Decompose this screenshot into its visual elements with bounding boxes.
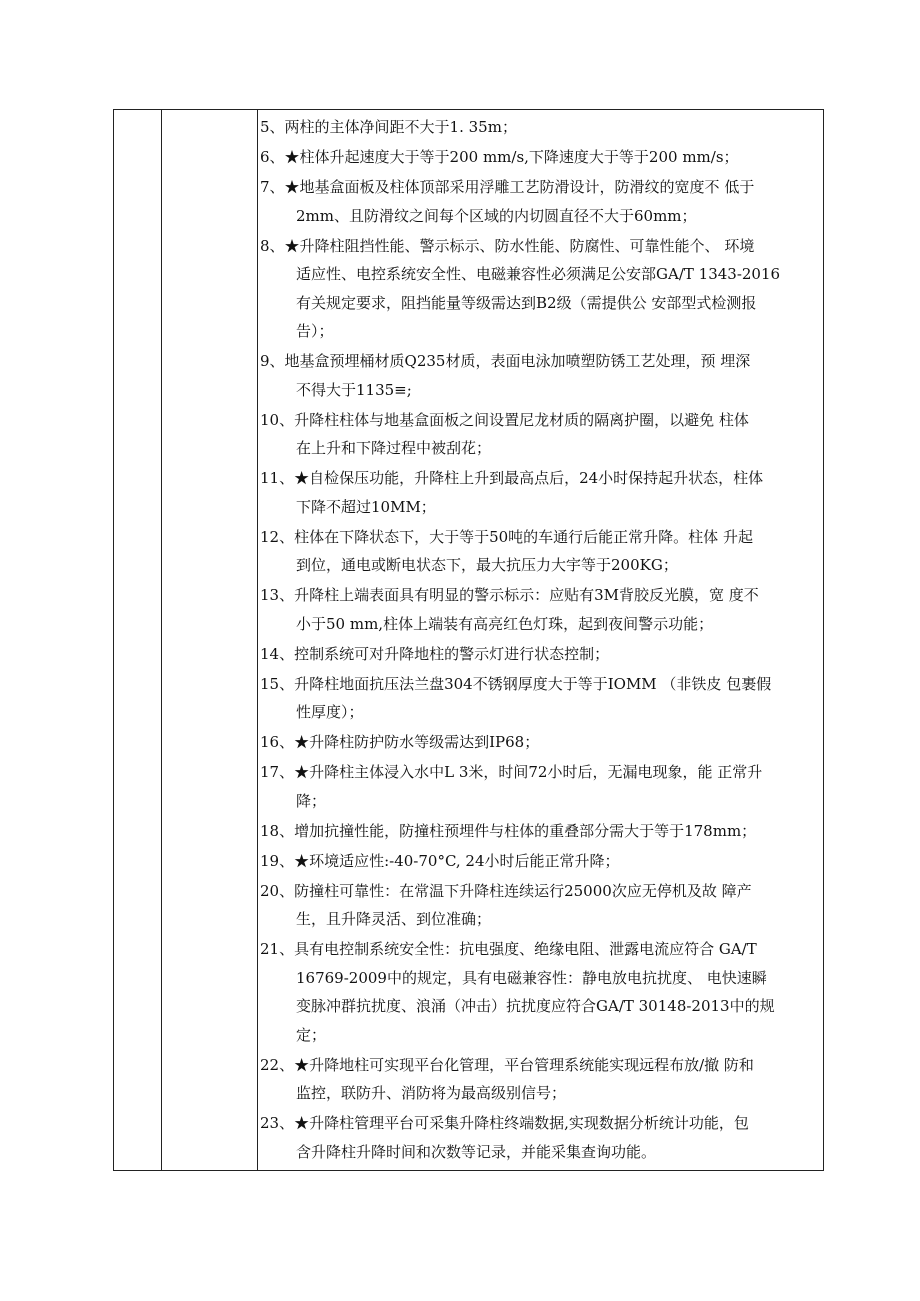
spec-item-first-line	[260, 118, 517, 136]
spec-item-first-line	[260, 178, 754, 196]
spec-item-first-line	[260, 1114, 749, 1132]
spec-item-continuation: 生，且升降灵活、到位准确；	[296, 910, 492, 928]
spec-item-first-line	[260, 586, 759, 604]
spec-item-first-line	[260, 352, 750, 370]
spec-item-first-line	[260, 733, 539, 751]
spec-item-continuation: 定；	[296, 1025, 327, 1044]
spec-item	[260, 640, 820, 669]
spec-item-continuation: 不得大于1135≡;	[296, 380, 412, 399]
spec-item-number: 21、	[260, 940, 295, 958]
spec-item-first-line	[260, 237, 754, 255]
spec-item-text: ★升降柱主体浸入水中L 3米，时间72小时后，无漏电现象，能 正常升	[294, 763, 763, 781]
spec-item	[260, 173, 820, 230]
table-column-divider	[161, 110, 162, 1170]
spec-item-text: 柱体在下降状态下，大于等于50吨的车通行后能正常升降。柱体 升起	[294, 527, 753, 546]
spec-item-number: 17、	[260, 763, 295, 781]
spec-item-number: 14、	[260, 644, 295, 663]
spec-item	[260, 935, 820, 1049]
table-column-divider	[257, 110, 258, 1170]
spec-item	[260, 347, 820, 404]
spec-item-text: 地基盒预埋桶材质Q235材质，表面电泳加喷塑防锈工艺处理，预 埋深	[284, 352, 751, 370]
spec-requirements-cell	[260, 113, 820, 1168]
spec-item-text: ★自检保压功能，升降柱上升到最高点后，24小时保持起升状态，柱体	[294, 469, 764, 487]
spec-item-text: 控制系统可对升降地柱的警示灯进行状态控制；	[294, 644, 610, 663]
spec-item	[260, 406, 820, 463]
spec-item-text: 具有电控制系统安全性：抗电强度、绝缘电阻、泄露电流应符合 GA/T	[294, 940, 757, 958]
spec-item	[260, 758, 820, 815]
spec-item-first-line	[260, 763, 762, 781]
spec-item	[260, 847, 820, 876]
spec-item	[260, 817, 820, 846]
spec-item-first-line	[260, 148, 739, 166]
spec-item-number: 22、	[260, 1055, 295, 1074]
spec-item	[260, 1051, 820, 1108]
spec-item-text: 升降柱地面抗压法兰盘304不锈钢厚度大于等于IOMM （非铁皮 包裹假	[294, 674, 772, 693]
spec-item-continuation: 性厚度）；	[296, 703, 364, 721]
spec-item-continuation: 适应性、电控系统安全性、电磁兼容性必须满足公安部GA/T 1343-2016	[296, 265, 781, 283]
spec-item-number: 6、	[260, 148, 285, 166]
spec-item-number: 9、	[260, 352, 285, 370]
spec-item-continuation: 含升降柱升降时间和次数等记录，并能采集查询功能。	[296, 1142, 657, 1161]
spec-item	[260, 464, 820, 521]
spec-item-continuation: 下降不超过10MM；	[296, 497, 436, 516]
spec-item-number: 8、	[260, 236, 285, 255]
spec-item-first-line	[260, 528, 753, 546]
spec-item-text: ★升降柱管理平台可采集升降柱终端数据,实现数据分析统计功能，包	[294, 1114, 749, 1132]
spec-item-continuation: 告）；	[296, 322, 334, 340]
spec-item-continuation: 2mm、且防滑纹之间每个区域的内切圆直径不大于60mm；	[296, 206, 697, 225]
spec-item-text: ★柱体升起速度大于等于200 mm/s,下降速度大于等于200 mm/s；	[284, 148, 739, 166]
spec-item	[260, 877, 820, 934]
spec-item-number: 12、	[260, 527, 295, 546]
spec-item-number: 5、	[260, 118, 285, 136]
spec-item	[260, 232, 820, 346]
spec-item-continuation: 在上升和下降过程中被刮花；	[296, 439, 492, 457]
spec-item-number: 18、	[260, 821, 295, 840]
spec-item-continuation: 16769-2009中的规定，具有电磁兼容性：静电放电抗扰度、 电快速瞬	[296, 968, 767, 987]
spec-item-text: 防撞柱可靠性：在常温下升降柱连续运行25000次应无停机及故 障产	[294, 881, 752, 900]
spec-item-continuation: 到位，通电或断电状态下，最大抗压力大宇等于200KG；	[296, 556, 678, 574]
spec-item-first-line	[260, 645, 609, 663]
spec-item-continuation: 有关规定要求，阻挡能量等级需达到B2级（需提供公 安部型式检测报	[296, 293, 757, 312]
spec-item-number: 13、	[260, 586, 295, 604]
spec-item	[260, 670, 820, 727]
spec-item-first-line	[260, 882, 752, 900]
spec-item-text: ★环境适应性:-40-70°C, 24小时后能正常升降；	[294, 851, 620, 870]
spec-item-number: 19、	[260, 851, 295, 870]
spec-item-number: 16、	[260, 733, 295, 751]
spec-item-text: 升降柱上端表面具有明显的警示标示：应贴有3M背胶反光膜，宽 度不	[294, 586, 759, 604]
spec-item-first-line	[260, 469, 763, 487]
spec-table	[113, 109, 824, 1171]
spec-item-first-line	[260, 675, 771, 693]
spec-item-number: 23、	[260, 1114, 295, 1132]
spec-item	[260, 523, 820, 580]
spec-item-continuation: 变脉冲群抗扰度、浪涌（冲击）抗扰度应符合GA/T 30148-2013中的规	[296, 997, 775, 1015]
spec-item-first-line	[260, 852, 620, 870]
spec-item-text: 增加抗撞性能，防撞柱预埋件与柱体的重叠部分需大于等于178mm；	[294, 821, 757, 840]
spec-item-text: 两柱的主体净间距不大于1. 35m；	[284, 118, 517, 136]
spec-item-continuation: 降；	[296, 791, 327, 810]
spec-item	[260, 581, 820, 638]
spec-item-text: ★地基盒面板及柱体顶部采用浮雕工艺防滑设计，防滑纹的宽度不 低于	[284, 178, 755, 196]
spec-item-text: ★升降柱阻挡性能、警示标示、防水性能、防腐性、可靠性能个、 环境	[284, 236, 755, 255]
spec-item-continuation: 小于50 mm,柱体上端装有高亮红色灯珠，起到夜间警示功能；	[296, 614, 714, 633]
spec-item-continuation: 监控，联防升、消防将为最高级别信号；	[296, 1084, 567, 1102]
spec-item	[260, 728, 820, 757]
spec-item-text: ★升降柱防护防水等级需达到IP68；	[294, 733, 540, 751]
spec-item-first-line	[260, 822, 756, 840]
spec-item	[260, 143, 820, 172]
spec-item-number: 7、	[260, 178, 285, 196]
spec-item	[260, 113, 820, 142]
spec-item-first-line	[260, 411, 749, 429]
spec-item-number: 11、	[260, 469, 295, 487]
spec-item-first-line	[260, 940, 757, 958]
spec-item	[260, 1109, 820, 1166]
spec-item-first-line	[260, 1056, 754, 1074]
spec-item-text: ★升降地柱可实现平台化管理，平台管理系统能实现远程布放/撤 防和	[294, 1055, 754, 1074]
spec-item-number: 10、	[260, 410, 295, 429]
spec-item-text: 升降柱柱体与地基盒面板之间设置尼龙材质的隔离护圈，以避免 柱体	[294, 410, 749, 429]
spec-item-number: 15、	[260, 674, 295, 693]
spec-item-number: 20、	[260, 881, 295, 900]
